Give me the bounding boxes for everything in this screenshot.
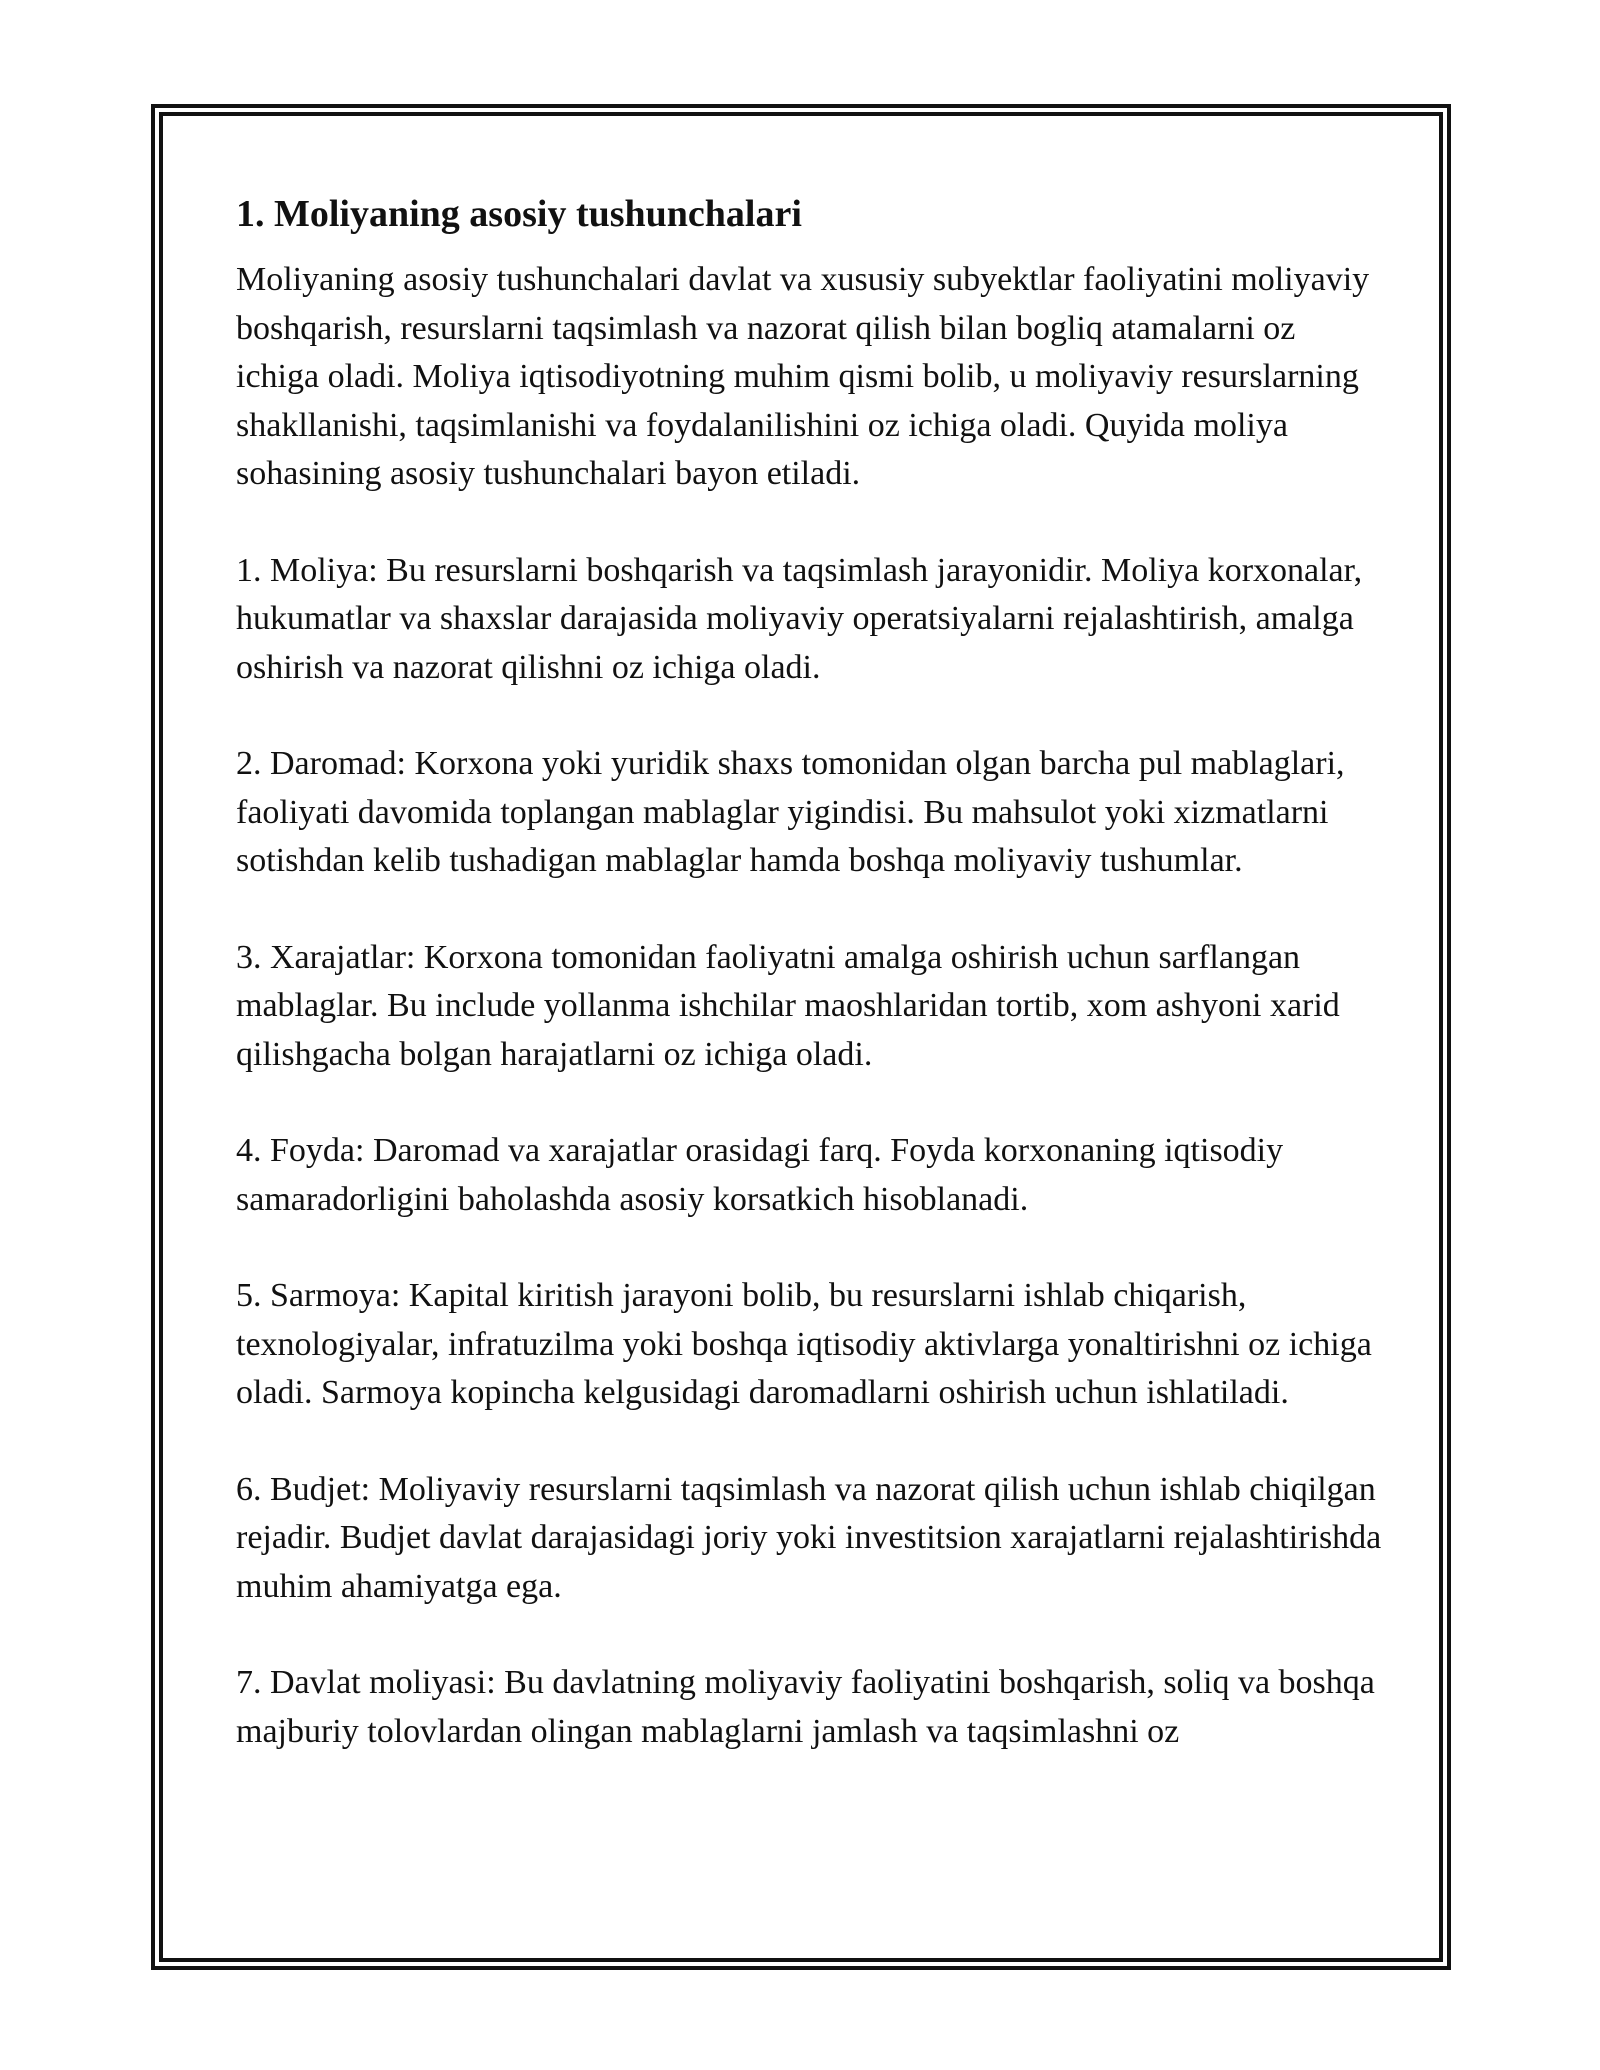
paragraph-budjet: 6. Budjet: Moliyaviy resurslarni taqsimlash va nazorat qilish uchun ishlab chiqilgan rejadir. Budjet davlat darajasidagi joriy yoki investitsion xarajatlarni rejalashtirishda muhim ahamiyatga ega. bbox=[236, 1470, 1382, 1605]
paragraph-sarmoya: 5. Sarmoya: Kapital kiritish jarayoni bolib, bu resurslarni ishlab chiqarish, texnologiyalar, infratuzilma yoki boshqa iqtisodiy aktivlarga yonaltirishni oz ichiga oladi. Sarmoya kopincha kelgusidagi daromadlarni oshirish uchun ishlatiladi. bbox=[236, 1277, 1372, 1411]
paragraph-xarajatlar: 3. Xarajatlar: Korxona tomonidan faoliyatni amalga oshirish uchun sarflangan mablaglar. Bu include yollanma ishchilar maoshlaridan tortib, xom ashyoni xarid qilishgacha bolgan harajatlarni oz ichiga oladi. bbox=[236, 938, 1340, 1073]
paragraph-moliya: 1. Moliya: Bu resurslarni boshqarish va taqsimlash jarayonidir. Moliya korxonalar, hukumatlar va shaxslar darajasida moliyaviy operatsiyalarni rejalashtirish, amalga oshirish va nazorat qilishni oz ichiga oladi. bbox=[236, 551, 1363, 686]
paragraph-foyda: 4. Foyda: Daromad va xarajatlar orasidagi farq. Foyda korxonaning iqtisodiy samaradorligini baholashda asosiy korsatkich hisoblanadi. bbox=[236, 1132, 1284, 1218]
section-title: 1. Moliyaning asosiy tushunchalari bbox=[236, 193, 802, 235]
intro-paragraph: Moliyaning asosiy tushunchalari davlat va xususiy subyektlar faoliyatini moliyaviy boshqarish, resurslarni taqsimlash va nazorat qilish bilan bogliq atamalarni oz ichiga oladi. Moliya iqtisodiyotning muhim qismi bolib, u moliyaviy resurslarning shakllanishi, taqsimlanishi va foydalanilishini oz ichiga oladi. Quyida moliya sohasining asosiy tushunchalari bayon etiladi. bbox=[236, 261, 1370, 492]
document-body bbox=[236, 186, 1386, 1756]
paragraph-davlat-moliyasi: 7. Davlat moliyasi: Bu davlatning moliyaviy faoliyatini boshqarish, soliq va boshqa majburiy tolovlardan olingan mablaglarni jamlash va taqsimlashni oz bbox=[236, 1664, 1375, 1750]
paragraph-daromad: 2. Daromad: Korxona yoki yuridik shaxs tomonidan olgan barcha pul mablaglari, faoliyati davomida toplangan mablaglar yigindisi. Bu mahsulot yoki xizmatlarni sotishdan kelib tushadigan mablaglar hamda boshqa moliyaviy tushumlar. bbox=[236, 745, 1345, 879]
